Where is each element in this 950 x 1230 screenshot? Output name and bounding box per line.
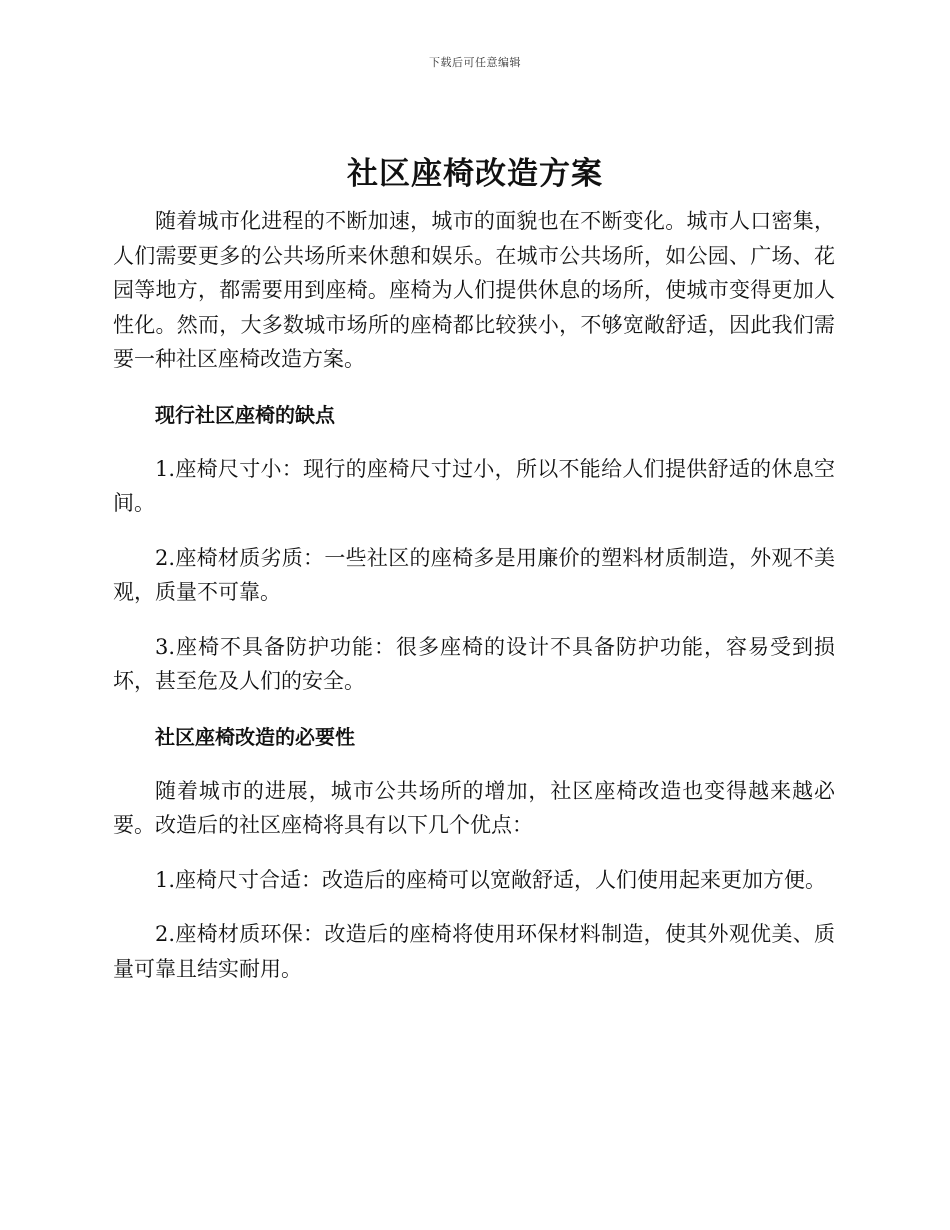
advantage-item-2: 2.座椅材质环保：改造后的座椅将使用环保材料制造，使其外观优美、质量可靠且结实耐用。 <box>113 922 835 981</box>
drawback-item-2: 2.座椅材质劣质：一些社区的座椅多是用廉价的塑料材质制造，外观不美观，质量不可靠。 <box>113 545 835 604</box>
intro-paragraph: 随着城市化进程的不断加速，城市的面貌也在不断变化。城市人口密集，人们需要更多的公共场所来休憩和娱乐。在城市公共场所，如公园、广场、花园等地方，都需要用到座椅。座椅为人们提供休息的场所，使城市变得更加人性化。然而，大多数城市场所的座椅都比较狭小，不够宽敞舒适，因此我们需要一种社区座椅改造方案。 <box>113 209 835 371</box>
section-heading-drawbacks: 现行社区座椅的缺点 <box>155 402 335 427</box>
necessity-intro-paragraph: 随着城市的进展，城市公共场所的增加，社区座椅改造也变得越来越必要。改造后的社区座椅将具有以下几个优点： <box>113 778 835 837</box>
drawback-item-1: 1.座椅尺寸小：现行的座椅尺寸过小，所以不能给人们提供舒适的休息空间。 <box>113 456 835 515</box>
advantage-item-1: 1.座椅尺寸合适：改造后的座椅可以宽敞舒适，人们使用起来更加方便。 <box>155 867 827 892</box>
section-heading-necessity: 社区座椅改造的必要性 <box>155 724 355 749</box>
drawback-item-3: 3.座椅不具备防护功能：很多座椅的设计不具备防护功能，容易受到损坏，甚至危及人们的安全。 <box>113 634 835 693</box>
document-title: 社区座椅改造方案 <box>347 156 603 192</box>
header-note: 下载后可任意编辑 <box>429 56 521 69</box>
document-body <box>113 204 835 986</box>
